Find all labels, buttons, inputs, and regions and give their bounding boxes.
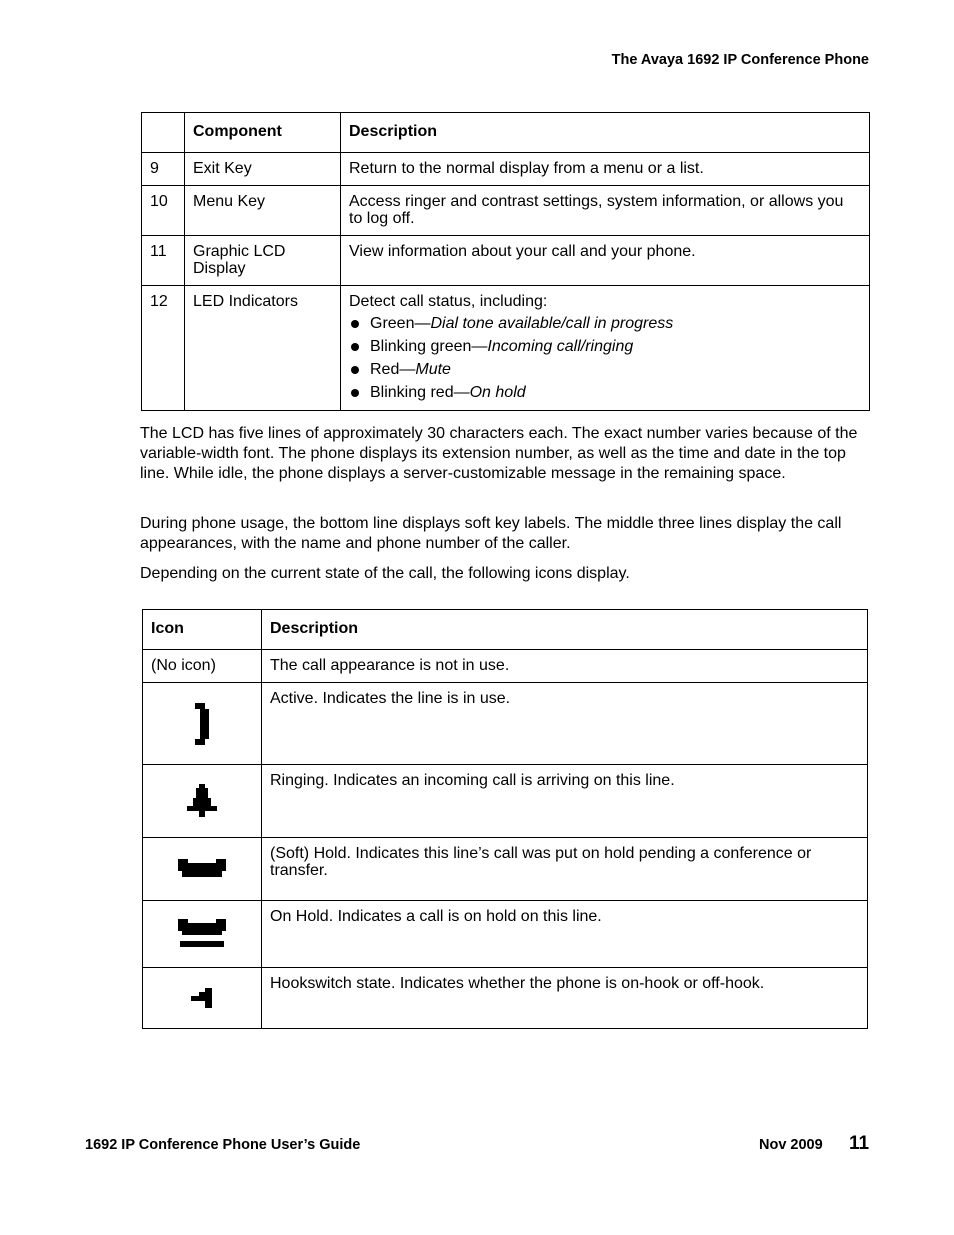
list-item — [349, 315, 861, 332]
list-item — [349, 338, 861, 355]
row-number: 12 — [142, 286, 185, 411]
row-number: 10 — [142, 186, 185, 236]
bell-icon — [186, 784, 218, 818]
row-description: Access ringer and contrast settings, system information, or allows you to log off. — [341, 186, 870, 236]
table-row — [143, 683, 868, 765]
bullet-icon — [351, 389, 359, 397]
column-header-description: Description — [341, 113, 870, 153]
table-row — [143, 838, 868, 901]
bullet-prefix: Green— — [370, 315, 431, 332]
row-number: 9 — [142, 153, 185, 186]
no-icon-label: (No icon) — [143, 650, 262, 683]
table-header-row — [143, 610, 868, 650]
row-component: Graphic LCD Display — [185, 236, 341, 286]
row-component: Exit Key — [185, 153, 341, 186]
table-row — [142, 153, 870, 186]
bullet-icon — [351, 366, 359, 374]
component-table — [141, 112, 870, 411]
row-description: View information about your call and your phone. — [341, 236, 870, 286]
column-header-number — [142, 113, 185, 153]
row-description: Active. Indicates the line is in use. — [262, 683, 868, 765]
row-description: On Hold. Indicates a call is on hold on this line. — [262, 901, 868, 968]
list-item — [349, 361, 861, 378]
row-component: Menu Key — [185, 186, 341, 236]
column-header-icon: Icon — [143, 610, 262, 650]
row-description: (Soft) Hold. Indicates this line’s call was put on hold pending a conference or transfer. — [262, 838, 868, 901]
soft-hold-icon — [178, 859, 226, 879]
bullet-icon — [351, 320, 359, 328]
bullet-italic: Incoming call/ringing — [487, 338, 634, 355]
bullet-prefix: Blinking green— — [370, 338, 488, 355]
table-row — [142, 236, 870, 286]
icon-cell — [143, 901, 262, 968]
bullet-prefix: Red— — [370, 361, 416, 378]
bullet-prefix: Blinking red— — [370, 384, 470, 401]
table-row — [142, 286, 870, 411]
table-row — [143, 650, 868, 683]
table-row — [143, 765, 868, 838]
row-number: 11 — [142, 236, 185, 286]
led-status-list — [349, 315, 861, 401]
row-description: Return to the normal display from a menu or a list. — [341, 153, 870, 186]
page-header-title: The Avaya 1692 IP Conference Phone — [611, 52, 869, 68]
led-intro-text: Detect call status, including: — [349, 293, 548, 310]
hold-icon — [178, 919, 226, 949]
icon-cell — [143, 968, 262, 1029]
bullet-icon — [351, 343, 359, 351]
bullet-italic: Dial tone available/call in progress — [430, 315, 674, 332]
row-description: Hookswitch state. Indicates whether the phone is on-hook or off-hook. — [262, 968, 868, 1029]
row-description: The call appearance is not in use. — [262, 650, 868, 683]
table-row — [143, 968, 868, 1029]
row-description — [341, 286, 870, 411]
footer-guide-title: 1692 IP Conference Phone User’s Guide — [85, 1137, 361, 1153]
column-header-component: Component — [185, 113, 341, 153]
bullet-italic: On hold — [469, 384, 526, 401]
paragraph-icons-intro: Depending on the current state of the call, the following icons display. — [140, 565, 630, 582]
active-handset-icon — [192, 703, 212, 745]
list-item — [349, 384, 861, 401]
page-number: 11 — [849, 1133, 870, 1154]
hookswitch-icon — [191, 988, 213, 1008]
row-description: Ringing. Indicates an incoming call is arriving on this line. — [262, 765, 868, 838]
icon-cell — [143, 683, 262, 765]
paragraph-lcd-lines: The LCD has five lines of approximately 30 characters each. The exact number varies because of the variable-width font. The phone displays its extension number, as well as the time and date in the top line. While idle, the phone displays a server-customizable message in the remaining space. — [140, 425, 858, 482]
footer-date: Nov 2009 — [759, 1137, 823, 1153]
icon-table — [142, 609, 868, 1029]
icon-cell — [143, 838, 262, 901]
table-row — [142, 186, 870, 236]
row-component: LED Indicators — [185, 286, 341, 411]
bullet-italic: Mute — [415, 361, 451, 378]
icon-cell — [143, 765, 262, 838]
table-header-row — [142, 113, 870, 153]
table-row — [143, 901, 868, 968]
paragraph-phone-usage: During phone usage, the bottom line displays soft key labels. The middle three lines display the call appearances, with the name and phone number of the caller. — [140, 515, 842, 552]
column-header-description: Description — [262, 610, 868, 650]
